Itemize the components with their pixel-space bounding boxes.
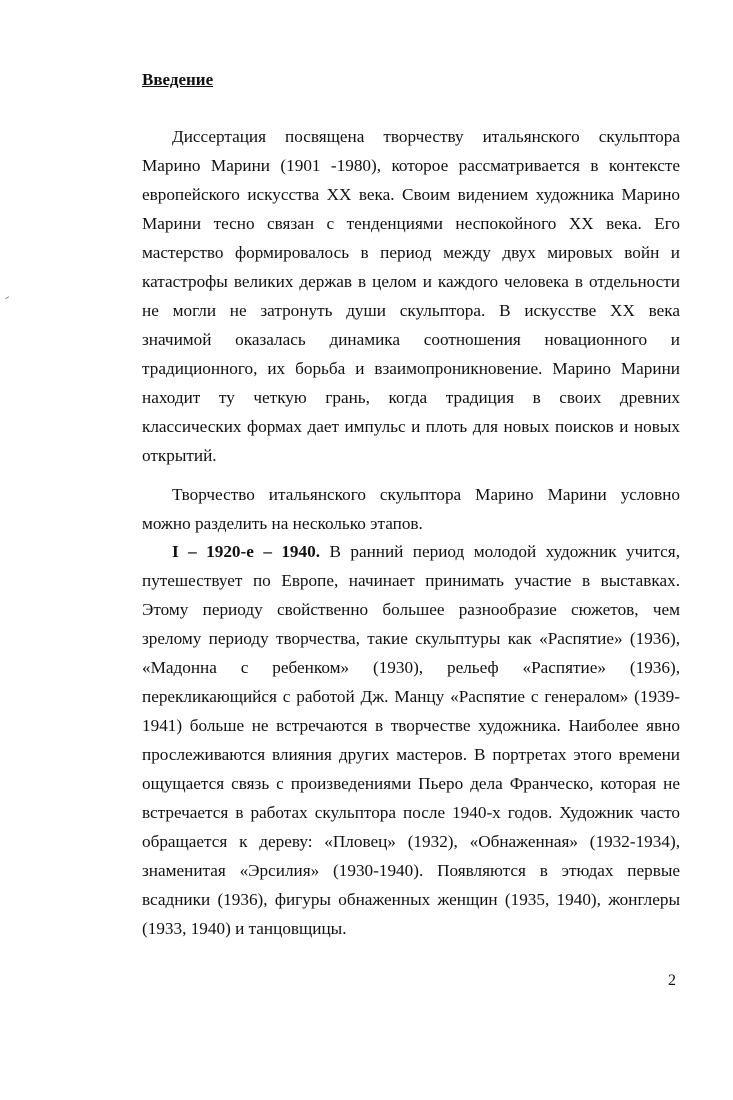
text-line: можно разделить на несколько этапов.	[142, 514, 423, 533]
text-line: классических формах дает импульс и плоть для новых поисков и новых	[142, 417, 680, 436]
text-line: зрелому периоду творчества, такие скульптуры как «Распятие» (1936),	[142, 629, 680, 648]
text-line: значимой оказалась динамика соотношения новационного и	[142, 330, 680, 349]
text-line: прослеживаются влияния других мастеров. В портретах этого времени	[142, 745, 680, 764]
scan-artifact-mark	[5, 296, 10, 301]
text-line: перекликающийся с работой Дж. Манцу «Распятие с генералом» (1939-	[142, 687, 680, 706]
text-line: Творчество итальянского скульптора Марино Марини условно	[172, 485, 680, 504]
text-line: не могли не затронуть души скульптора. В искусстве XX века	[142, 301, 680, 320]
text-line	[172, 542, 680, 562]
text-line: «Мадонна с ребенком» (1930), рельеф «Распятие» (1936),	[142, 658, 680, 677]
text-line: открытий.	[142, 446, 217, 465]
text-line: Марино Марини (1901 -1980), которое рассматривается в контексте	[142, 156, 680, 175]
text-line: путешествует по Европе, начинает принимать участие в выставках.	[142, 571, 680, 590]
text-line: 1941) больше не встречаются в творчестве художника. Наиболее явно	[142, 716, 680, 735]
page-number: 2	[668, 972, 676, 989]
text-line: знаменитая «Эрсилия» (1930-1940). Появляются в этюдах первые	[142, 861, 680, 880]
text-line-rest: В ранний период молодой художник учится,	[329, 542, 680, 561]
text-line: всадники (1936), фигуры обнаженных женщин (1935, 1940), жонглеры	[142, 890, 680, 909]
period-label: I – 1920-е – 1940.	[172, 542, 321, 561]
section-heading: Введение	[142, 70, 214, 89]
text-line: находит ту четкую грань, когда традиция в своих древних	[142, 388, 680, 407]
text-line: катастрофы великих держав в целом и каждого человека в отдельности	[142, 272, 680, 291]
text-line: мастерство формировалось в период между двух мировых войн и	[142, 243, 680, 262]
text-line: ощущается связь с произведениями Пьеро дела Франческо, которая не	[142, 774, 680, 793]
text-line: европейского искусства XX века. Своим видением художника Марино	[142, 185, 680, 204]
text-line: встречается в работах скульптора после 1940-х годов. Художник часто	[142, 803, 680, 822]
text-line: Диссертация посвящена творчеству итальянского скульптора	[172, 127, 680, 146]
text-line: (1933, 1940) и танцовщицы.	[142, 919, 347, 938]
text-line: традиционного, их борьба и взаимопроникновение. Марино Марини	[142, 359, 680, 378]
text-line: Этому периоду свойственно большее разнообразие сюжетов, чем	[142, 600, 680, 619]
text-line: обращается к дереву: «Пловец» (1932), «Обнаженная» (1932-1934),	[142, 832, 680, 851]
text-line: Марини тесно связан с тенденциями неспокойного XX века. Его	[142, 214, 680, 233]
